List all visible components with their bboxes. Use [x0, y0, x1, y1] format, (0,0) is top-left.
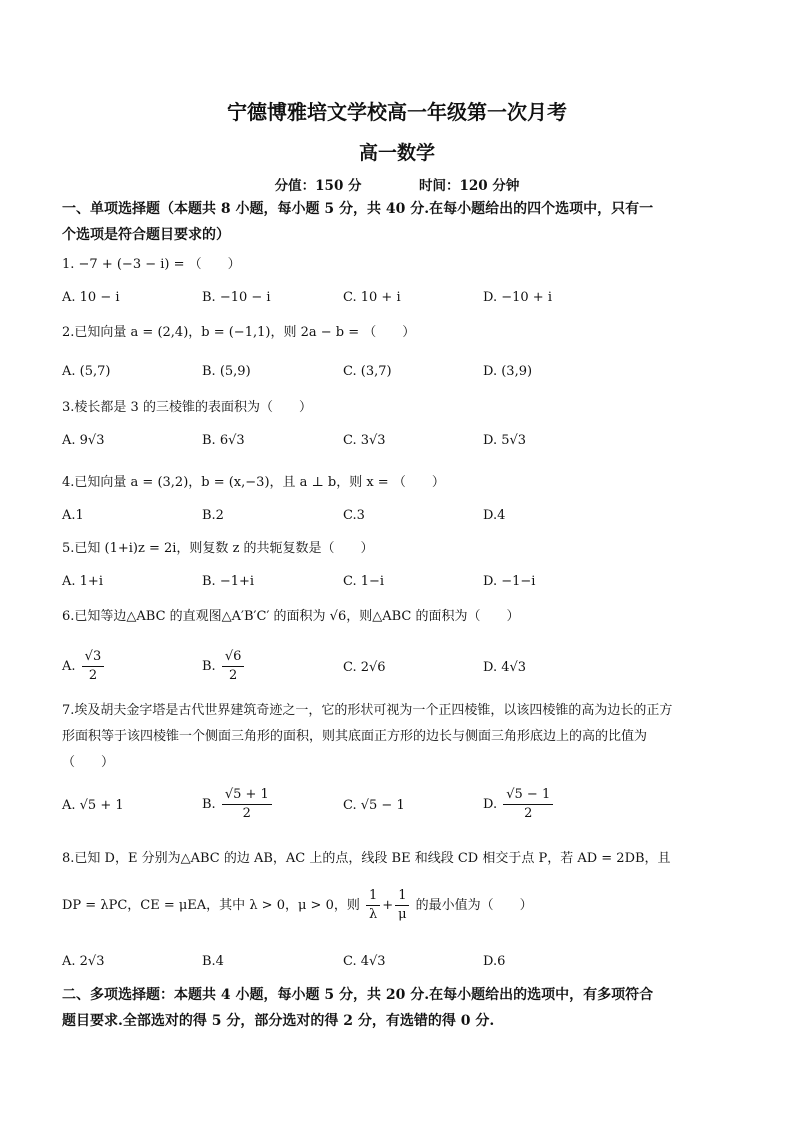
- section-2-line-2: 题目要求.全部选对的得 5 分，部分选对的得 2 分，有选错的得 0 分.: [62, 1013, 495, 1029]
- fraction-denominator: 2: [228, 668, 238, 683]
- q1-option-c: C. 10 + i: [343, 290, 401, 305]
- q8-fraction-2: [395, 887, 409, 924]
- fraction-denominator: λ: [369, 907, 378, 922]
- q4-option-d: D.4: [483, 508, 506, 523]
- q7-option-b: [202, 786, 274, 823]
- q1-option-b: B. −10 − i: [202, 290, 271, 305]
- score-label: 分值：150 分: [274, 178, 362, 194]
- q8-stem-part-b: 的最小值为（ ）: [415, 898, 533, 913]
- question-5-stem: 5.已知 (1+i)z = 2i，则复数 z 的共轭复数是（ ）: [62, 541, 374, 556]
- q7-option-d-label: D.: [483, 797, 498, 812]
- section-1-line-1: 一、单项选择题（本题共 8 小题，每小题 5 分，共 40 分.在每小题给出的四个选项中，只有一: [62, 201, 654, 217]
- fraction-denominator: μ: [398, 907, 407, 922]
- q2-option-c: C. (3,7): [343, 364, 392, 379]
- fraction-numerator: √5 + 1: [222, 786, 272, 805]
- q6-option-b-fraction: [222, 648, 245, 685]
- q8-fraction-1: [366, 887, 380, 924]
- q7-stem-line-1: 7.埃及胡夫金字塔是古代世界建筑奇迹之一，它的形状可视为一个正四棱锥，以该四棱锥的高为边长的正方: [62, 703, 673, 718]
- q4-option-a: A.1: [62, 508, 84, 523]
- question-7-stem: [62, 698, 742, 776]
- q6-option-b-label: B.: [202, 659, 216, 674]
- q5-option-d: D. −1−i: [483, 574, 536, 589]
- fraction-numerator: √6: [222, 648, 245, 667]
- section-2-heading: [62, 982, 742, 1034]
- q7-option-d: [483, 786, 555, 823]
- question-4-stem: 4.已知向量 a = (3,2)，b = (x,−3)，且 a ⊥ b，则 x = （ ）: [62, 475, 445, 490]
- q5-option-b: B. −1+i: [202, 574, 255, 589]
- question-6-options: [62, 648, 742, 692]
- fraction-numerator: √3: [82, 648, 105, 667]
- q7-option-b-fraction: [222, 786, 272, 823]
- q6-option-a: [62, 648, 106, 685]
- q7-option-d-fraction: [503, 786, 553, 823]
- question-3-stem: 3.棱长都是 3 的三棱锥的表面积为（ ）: [62, 400, 312, 415]
- q6-option-a-label: A.: [62, 659, 76, 674]
- q3-option-b: B. 6√3: [202, 433, 245, 448]
- fraction-denominator: 2: [242, 806, 251, 821]
- q6-option-d: D. 4√3: [483, 660, 527, 675]
- q8-option-a: A. 2√3: [62, 954, 105, 969]
- exam-title: 宁德博雅培文学校高一年级第一次月考: [227, 100, 567, 124]
- question-1-stem: 1. −7 + (−3 − i) = （ ）: [62, 257, 241, 272]
- q4-option-b: B.2: [202, 508, 224, 523]
- q6-option-c: C. 2√6: [343, 660, 386, 675]
- q7-option-b-label: B.: [202, 797, 216, 812]
- q2-option-a: A. (5,7): [62, 364, 111, 379]
- q7-option-c: C. √5 − 1: [343, 798, 405, 813]
- time-label: 时间：120 分钟: [418, 178, 520, 194]
- exam-meta: [0, 174, 794, 194]
- question-6-stem: 6.已知等边△ABC 的直观图△A′B′C′ 的面积为 √6，则△ABC 的面积为（ ）: [62, 609, 520, 624]
- q7-stem-line-3: （ ）: [62, 755, 115, 770]
- q1-option-d: D. −10 + i: [483, 290, 552, 305]
- question-8-stem-line-2: [62, 884, 742, 928]
- q8-plus-sign: +: [382, 898, 394, 913]
- question-2-stem: 2.已知向量 a = (2,4)，b = (−1,1)，则 2a − b = （ ）: [62, 325, 416, 340]
- fraction-numerator: 1: [366, 887, 380, 906]
- q8-option-c: C. 4√3: [343, 954, 386, 969]
- q1-option-a: A. 10 − i: [62, 290, 120, 305]
- section-1-heading: [62, 196, 742, 248]
- fraction-numerator: 1: [395, 887, 409, 906]
- q5-option-c: C. 1−i: [343, 574, 385, 589]
- q8-option-d: D.6: [483, 954, 506, 969]
- q8-option-b: B.4: [202, 954, 224, 969]
- q8-stem-part-a: DP = λPC，CE = μEA，其中 λ > 0，μ > 0，则: [62, 898, 360, 913]
- exam-subject: 高一数学: [358, 142, 435, 164]
- q4-option-c: C.3: [343, 508, 365, 523]
- q2-option-b: B. (5,9): [202, 364, 251, 379]
- q3-option-d: D. 5√3: [483, 433, 527, 448]
- q7-stem-line-2: 形面积等于该四棱锥一个侧面三角形的面积，则其底面正方形的边长与侧面三角形底边上的高的比值为: [62, 729, 648, 744]
- q3-option-c: C. 3√3: [343, 433, 386, 448]
- fraction-denominator: 2: [524, 806, 533, 821]
- question-8-stem-line-1: 8.已知 D，E 分别为△ABC 的边 AB，AC 上的点，线段 BE 和线段 CD 相交于点 P，若 AD = 2DB，且: [62, 851, 671, 866]
- q7-option-a: A. √5 + 1: [62, 798, 124, 813]
- fraction-numerator: √5 − 1: [503, 786, 553, 805]
- q3-option-a: A. 9√3: [62, 433, 105, 448]
- q6-option-a-fraction: [82, 648, 105, 685]
- q5-option-a: A. 1+i: [62, 574, 103, 589]
- q2-option-d: D. (3,9): [483, 364, 533, 379]
- fraction-denominator: 2: [88, 668, 98, 683]
- section-2-line-1: 二、多项选择题：本题共 4 小题，每小题 5 分，共 20 分.在每小题给出的选项中，有多项符合: [62, 987, 654, 1003]
- q6-option-b: [202, 648, 246, 685]
- section-1-line-2: 个选项是符合题目要求的）: [62, 227, 230, 243]
- question-7-options: [62, 786, 742, 830]
